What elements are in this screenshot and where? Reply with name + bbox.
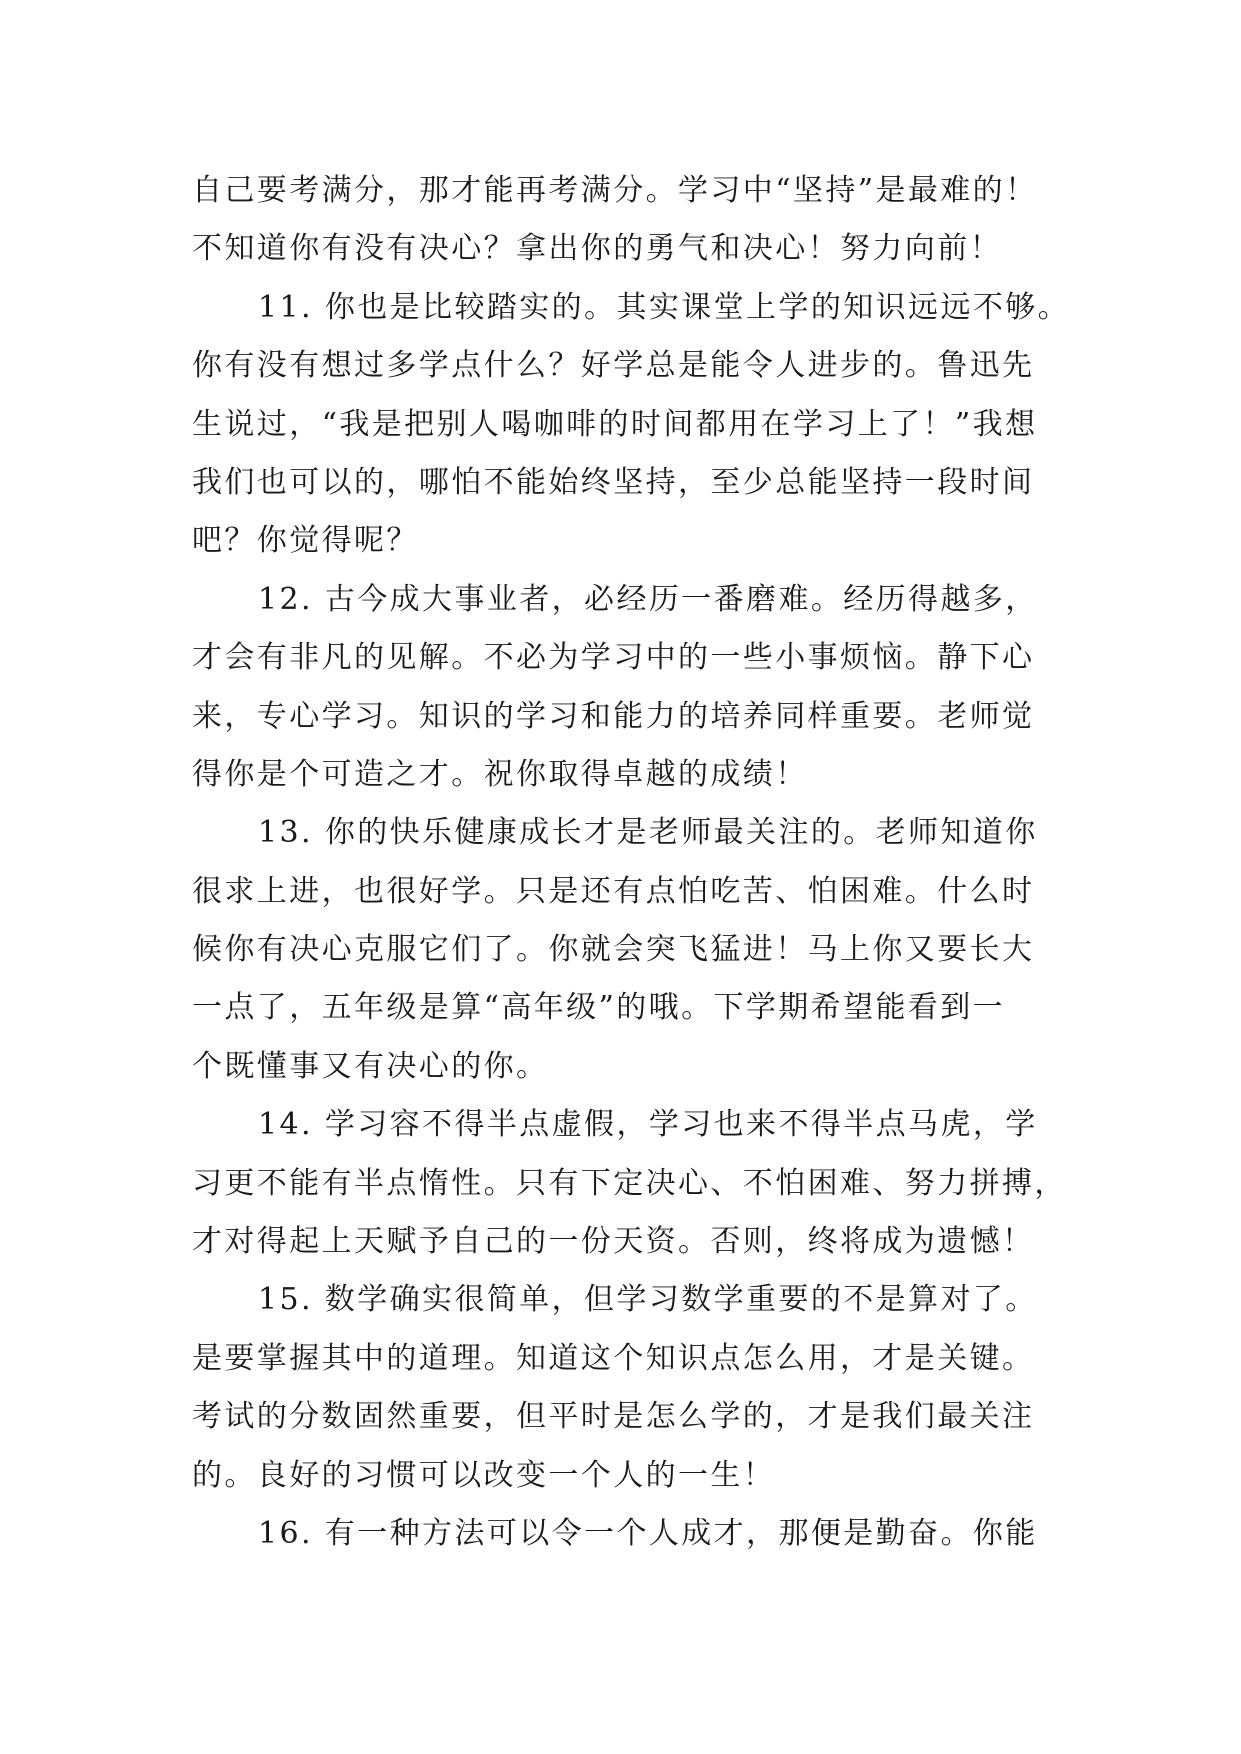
text-line: 吧？你觉得呢？ (192, 523, 419, 559)
document-body (192, 162, 1072, 1563)
text-line: 你有没有想过多学点什么？好学总是能令人进步的。鲁迅先 (192, 348, 1035, 384)
text-line: 生说过，“我是把别人喝咖啡的时间都用在学习上了！”我想 (192, 406, 1038, 442)
paragraph-start-16: 16. 有一种方法可以令一个人成才，那便是勤奋。你能 (258, 1515, 1038, 1551)
text-line: 自己要考满分，那才能再考满分。学习中“坚持”是最难的！ (192, 173, 1038, 208)
paragraph-start-14: 14. 学习容不得半点虚假，学习也来不得半点马虎，学 (258, 1107, 1038, 1143)
text-line: 才会有非凡的见解。不必为学习中的一些小事烦恼。静下心 (192, 640, 1035, 676)
text-line: 习更不能有半点惰性。只有下定决心、不怕困难、努力拼搏， (192, 1165, 1067, 1201)
text-line: 候你有决心克服它们了。你就会突飞猛进！马上你又要长大 (192, 932, 1035, 968)
text-line: 是要掌握其中的道理。知道这个知识点怎么用，才是关键。 (192, 1340, 1035, 1376)
paragraph-start-11: 11. 你也是比较踏实的。其实课堂上学的知识远远不够。 (258, 289, 1071, 325)
text-line: 才对得起上天赋予自己的一份天资。否则，终将成为遗憾！ (192, 1224, 1035, 1260)
text-line: 的。良好的习惯可以改变一个人的一生！ (192, 1457, 776, 1493)
text-line: 得你是个可造之才。祝你取得卓越的成绩！ (192, 756, 808, 792)
text-line: 考试的分数固然重要，但平时是怎么学的，才是我们最关注 (192, 1399, 1035, 1435)
text-line: 来，专心学习。知识的学习和能力的培养同样重要。老师觉 (192, 698, 1035, 734)
text-line: 一点了，五年级是算“高年级”的哦。下学期希望能看到一 (192, 990, 1006, 1026)
text-line: 个既懂事又有决心的你。 (192, 1048, 549, 1084)
text-line: 不知道你有没有决心？拿出你的勇气和决心！努力向前！ (192, 231, 1002, 267)
paragraph-start-15: 15. 数学确实很简单，但学习数学重要的不是算对了。 (258, 1282, 1038, 1318)
text-line: 我们也可以的，哪怕不能始终坚持，至少总能坚持一段时间 (192, 464, 1035, 500)
paragraph-start-13: 13. 你的快乐健康成长才是老师最关注的。老师知道你 (258, 815, 1038, 851)
text-line: 很求上进，也很好学。只是还有点怕吃苦、怕困难。什么时 (192, 873, 1035, 909)
paragraph-start-12: 12. 古今成大事业者，必经历一番磨难。经历得越多， (258, 581, 1038, 617)
